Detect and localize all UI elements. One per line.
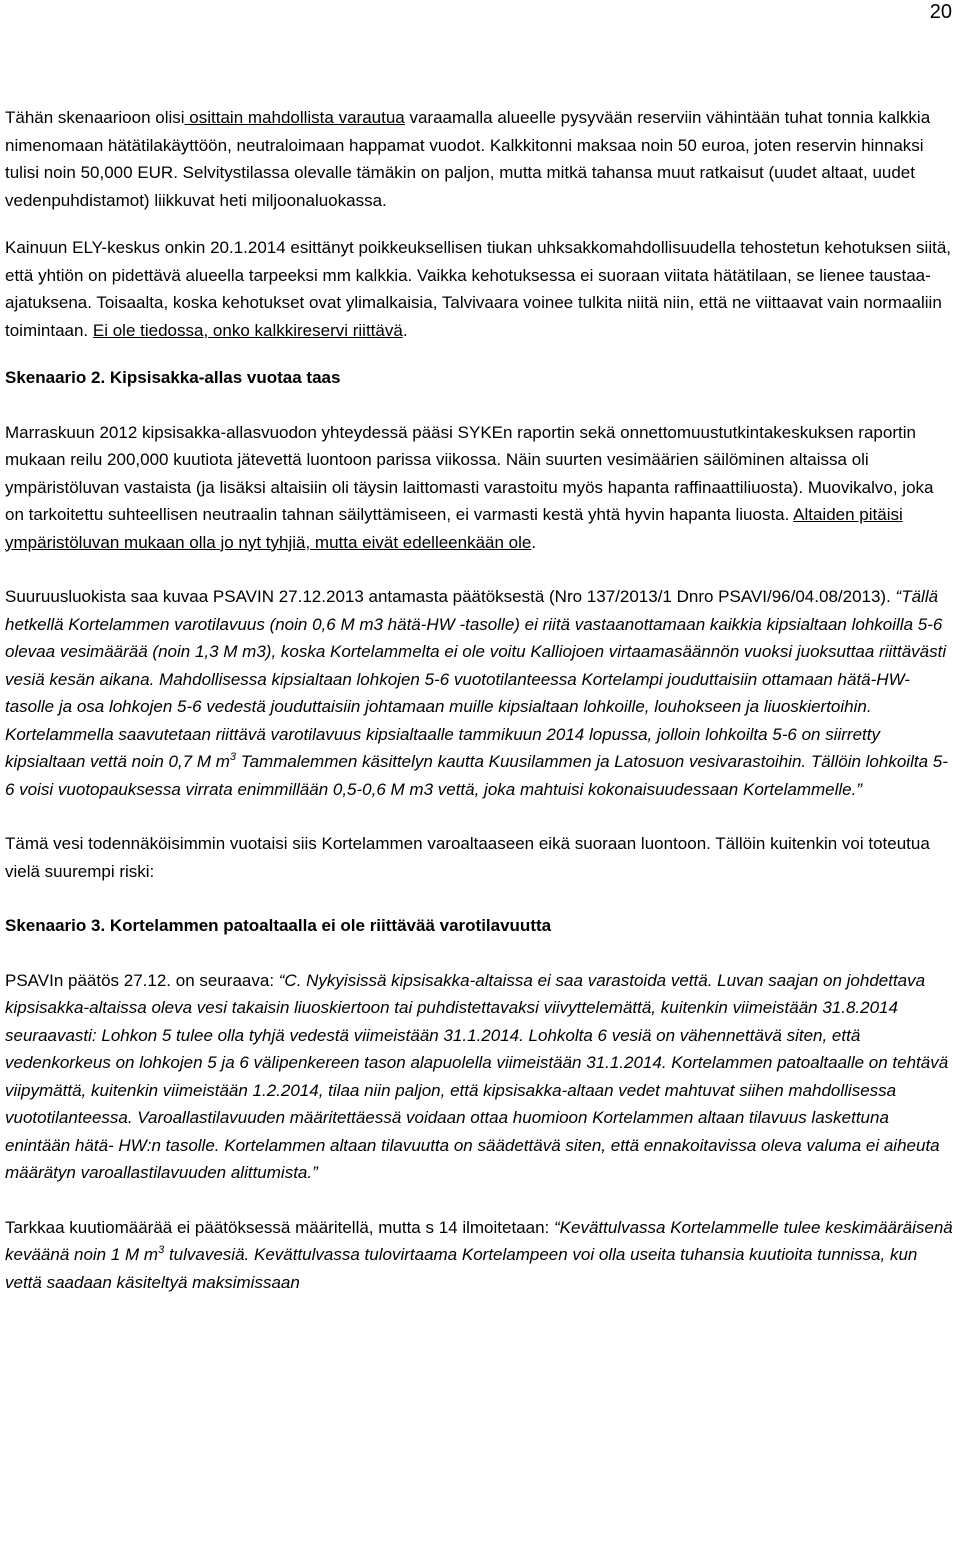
text: PSAVIn päätös 27.12. on seuraava: <box>5 970 279 990</box>
superscript: 3 <box>229 751 237 763</box>
paragraph-psavi-order <box>5 967 955 1187</box>
quoted-text: tulvavesiä. Kevättulvassa tulovirtaama Kortelampeen voi olla useita tuhansia kuutioita tunnissa, kun vettä saadaan käsiteltyä maksimissaan <box>5 1245 918 1292</box>
heading-scenario-3: Skenaario 3. Kortelammen patoaltaalla ei ole riittävää varotilavuutta <box>5 916 552 935</box>
quoted-text: “Kevättulvassa Kortelammelle tulee keskimääräisenä keväänä noin 1 M m <box>5 1217 953 1264</box>
quoted-text: “Tällä hetkellä Kortelammen varotilavuus (noin 0,6 M m3 hätä-HW -tasolle) ei riitä vastaanottamaan kaikkia kipsialtaan lohkoilla 5-6 olevaa vesimäärää (noin 1,3 M m3), koska Kortelammelta ei ole voitu Kalliojoen virtaamasäännön vuoksi juoksuttaa riittävästi vesiä kesän aikana. Mahdollisessa kipsialtaan lohkojen 5-6 vuototilanteessa Kortelampi jouduttaisiin ottamaan hätä-HW-tasolle ja osa lohkojen 5-6 vedestä jouduttaisiin johtamaan muille kipsialtaan lohkoille, louhokseen ja liuoskiertoihin. Kortelammella saavutetaan riittävä varotilavuus kipsialtaalle tammikuun 2014 lopussa, jolloin lohkoilta 5-6 on siirretty kipsialtaan vettä noin 0,7 M m <box>5 587 947 771</box>
underlined-text: Altaiden pitäisi ympäristöluvan mukaan olla jo nyt tyhjiä, mutta eivät edelleenkään ole <box>5 505 903 552</box>
paragraph-spring-flood <box>5 1214 955 1297</box>
text: . <box>531 532 537 552</box>
quoted-text: Tammalemmen käsittelyn kautta Kuusilammen ja Latosuon vesivarastoihin. Tällöin lohkoilta 5-6 voisi vuotopauksessa virrata enimmillään 0,5-0,6 M m3 vettä, joka mahtuisi kokonaisuudessaan Kortelammelle.” <box>5 752 948 799</box>
superscript: 3 <box>158 1244 165 1256</box>
quoted-text: “C. Nykyisissä kipsisakka-altaissa ei saa varastoida vettä. Luvan saajan on johdettava kipsisakka-altaissa oleva vesi takaisin liuoskiertoon tai puhdistettavaksi viivyttelemättä, kuitenkin viimeistään 31.8.2014 seuraavasti: Lohkon 5 tulee olla tyhjä vedestä viimeistään 31.1.2014. Lohkolta 6 vesiä on vähennettävä siten, että vedenkorkeus on lohkojen 5 ja 6 välipenkereen tason alapuolella viimeistään 31.1.2014. Kortelammen patoaltaalle on tehtävä viipymättä, kuitenkin viimeistään 1.2.2014, tilaa niin paljon, että kipsisakka-altaan vedet mahtuvat siihen mahdollisessa vuototilanteessa. Varoallastilavuuden määritettäessä voidaan ottaa huomioon Kortelammen altaan tilavuus laskettuna enintään hätä- HW:n tasolle. Kortelammen altaan tilavuutta on säädettävä siten, että ennakoitavissa oleva valuma ei aiheuta määrätyn varoallastilavuuden alittumista.” <box>5 970 949 1182</box>
paragraph-2012-leak <box>5 419 955 557</box>
underlined-text: Ei ole tiedossa, onko kalkkireservi riittävä <box>92 320 403 340</box>
document-body <box>5 104 955 1296</box>
underlined-text: osittain mahdollista varautua <box>184 108 405 127</box>
text: . <box>402 320 408 340</box>
text: Suuruusluokista saa kuvaa PSAVIN 27.12.2013 antamasta päätöksestä (Nro 137/2013/1 Dnro PSAVI/96/04.08/2013). <box>5 587 896 606</box>
text: Tarkkaa kuutiomäärää ei päätöksessä määritellä, mutta s 14 ilmoitetaan: <box>5 1217 554 1237</box>
paragraph-ely-notice <box>5 234 955 344</box>
text: varaamalla alueelle pysyvään reserviin vähintään tuhat tonnia kalkkia nimenomaan hätätilakäyttöön, neutraloimaan happamat vuodot. Kalkkitonni maksaa noin 50 euroa, joten reservin hinnaksi tulisi noin 50,000 EUR. Selvitystilassa olevalle tämäkin on paljon, mutta mitkä tahansa muut ratkaisut (uudet altaat, uudet vedenpuhdistamot) liikkuvat heti miljoonaluokassa. <box>5 108 931 210</box>
heading-scenario-2: Skenaario 2. Kipsisakka-allas vuotaa taas <box>5 368 341 387</box>
text: Tähän skenaarioon olisi <box>5 108 185 127</box>
paragraph-psavi-decision <box>5 583 955 803</box>
page-number: 20 <box>929 1 952 23</box>
paragraph-scenario1-reserve <box>5 104 955 214</box>
text: Kainuun ELY-keskus onkin 20.1.2014 esittänyt poikkeuksellisen tiukan uhksakkomahdollisuudella tehostetun kehotuksen siitä, että yhtiön on pidettävä alueella tarpeeksi mm kalkkia. Vaikka kehotuksessa ei suoraan viitata hätätilaan, se lienee taustaa-ajatuksena. Toisaalta, koska kehotukset ovat ylimalkaisia, Talvivaara voinee tulkita niitä niin, että ne viittaavat vain normaaliin toimintaan. <box>5 238 951 340</box>
paragraph-overflow-risk: Tämä vesi todennäköisimmin vuotaisi siis Kortelammen varoaltaaseen eikä suoraan luontoon. Tällöin kuitenkin voi toteutua vielä suurempi riski: <box>5 834 930 881</box>
text: Marraskuun 2012 kipsisakka-allasvuodon yhteydessä pääsi SYKEn raportin sekä onnettomuustutkintakeskuksen raportin mukaan reilu 200,000 kuutiota jätevettä luontoon parissa viikossa. Näin suurten vesimäärien säilöminen altaissa oli ympäristöluvan vastaista (ja lisäksi altaisiin oli täysin laittomasti varastoitu myös hapanta raffinaattiliuosta). Muovikalvo, joka on tarkoitettu suhteellisen neutraalin tahnan säilyttämiseen, ei varmasti kestä yhtä hyvin hapanta liuosta. <box>5 422 934 524</box>
